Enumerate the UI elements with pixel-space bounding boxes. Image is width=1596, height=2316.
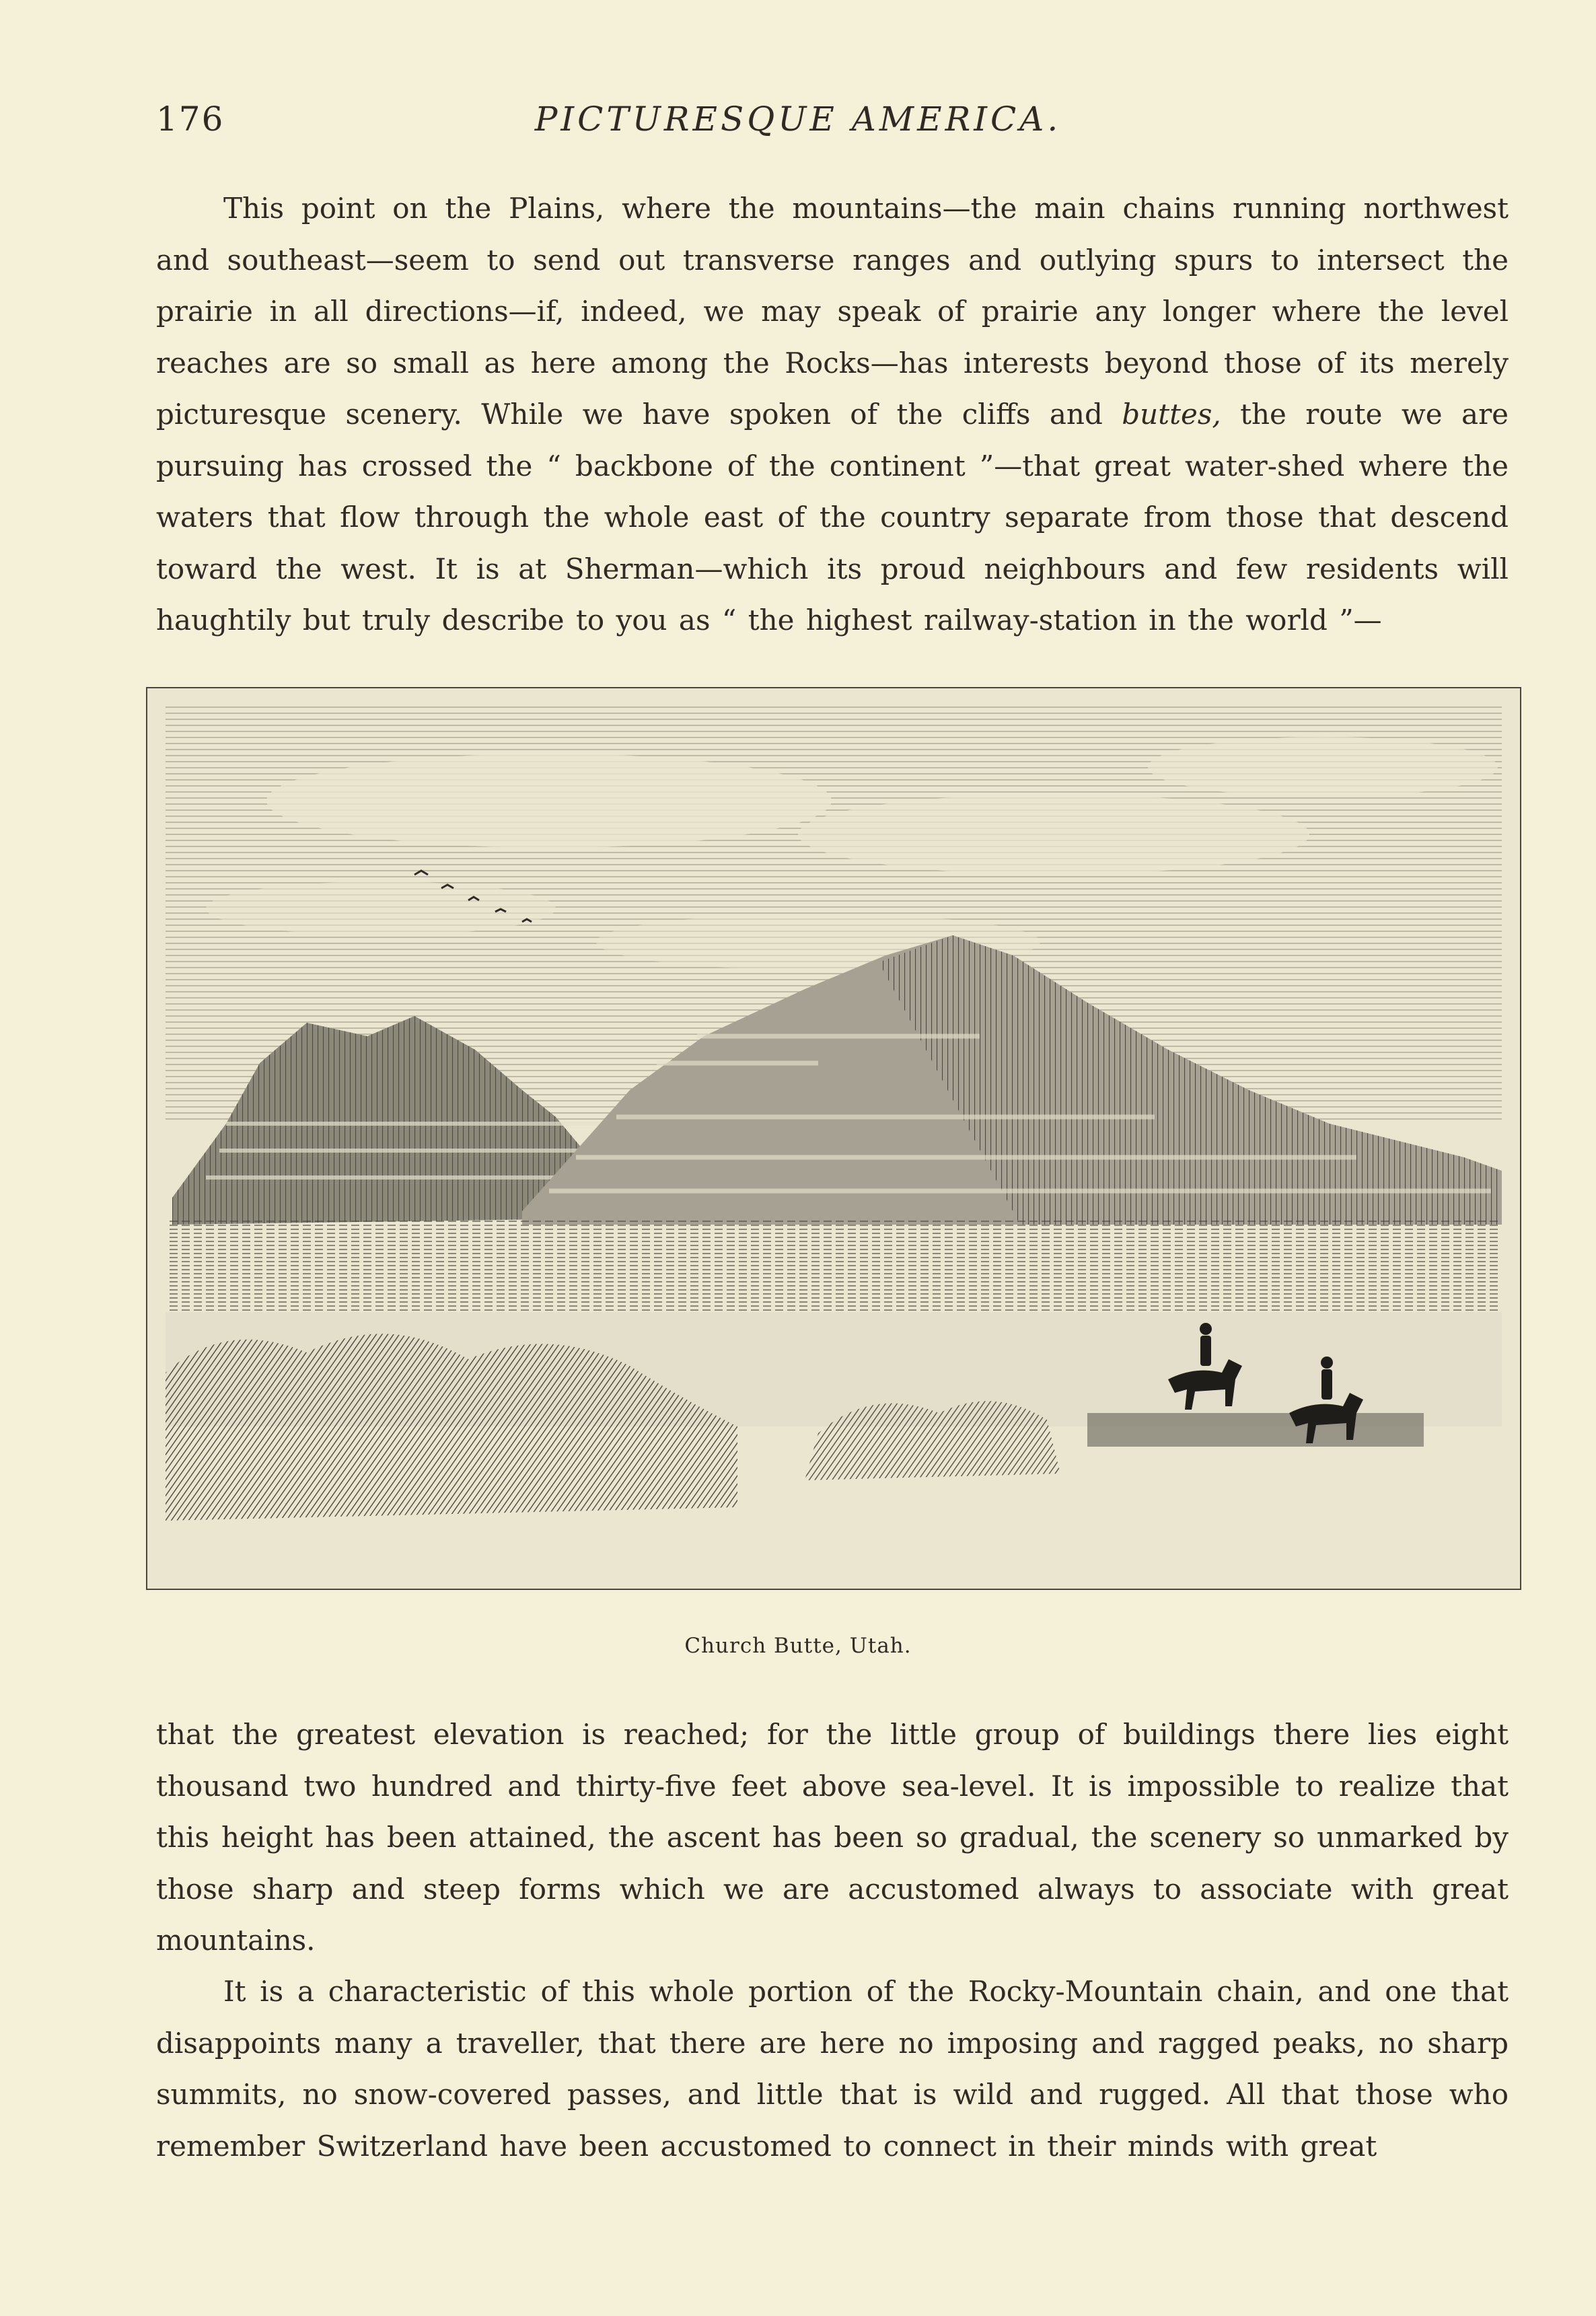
running-head: PICTURESQUE AMERICA. bbox=[534, 100, 1062, 139]
figure-caption: Church Butte, Utah. bbox=[684, 1634, 912, 1658]
paragraph-1-italic: buttes, bbox=[1122, 398, 1221, 431]
paragraph-3 bbox=[156, 1966, 1509, 2172]
paragraph-1-text: This point on the Plains, where the mountains—the main chains running northwest and southeast—seem to send out transverse ranges and outlying spurs to intersect the prairie in all directions—if, indeed, we may speak of prairie any longer where the level reaches are so small as here among the Rocks—has interests beyond those of its merely picturesque scenery. While we have spoken of the cliffs and bbox=[156, 192, 1509, 431]
paragraph-1 bbox=[156, 183, 1509, 647]
page-number: 176 bbox=[156, 100, 225, 139]
paragraph-3-text: It is a characteristic of this whole portion of the Rocky-Mountain chain, and one that disappoints many a traveller, that there are here no imposing and ragged peaks, no sharp summits, no snow-covered passes, and little that is wild and rugged. All that those who remember Switzerland have been accustomed to connect in their minds with great bbox=[156, 1975, 1509, 2163]
paragraph-2: that the greatest elevation is reached; for the little group of buildings there lies eight thousand two hundred and thirty-five feet above sea-level. It is impossible to realize that this height has been attained, the ascent has been so gradual, the scenery so unmarked by those sharp and steep forms which we are accustomed always to associate with great mountains. bbox=[156, 1718, 1509, 1957]
church-butte-illustration bbox=[145, 686, 1522, 1615]
paragraph-1-tail: the route we are pursuing has crossed the “ backbone of the continent ”—that great water-shed where the waters that flow through the whole east of the country separate from those that descend toward the west. It is at Sherman—which its proud neighbours and few residents will haughtily but truly describe to you as “ the highest railway-station in the world ”— bbox=[156, 398, 1509, 637]
